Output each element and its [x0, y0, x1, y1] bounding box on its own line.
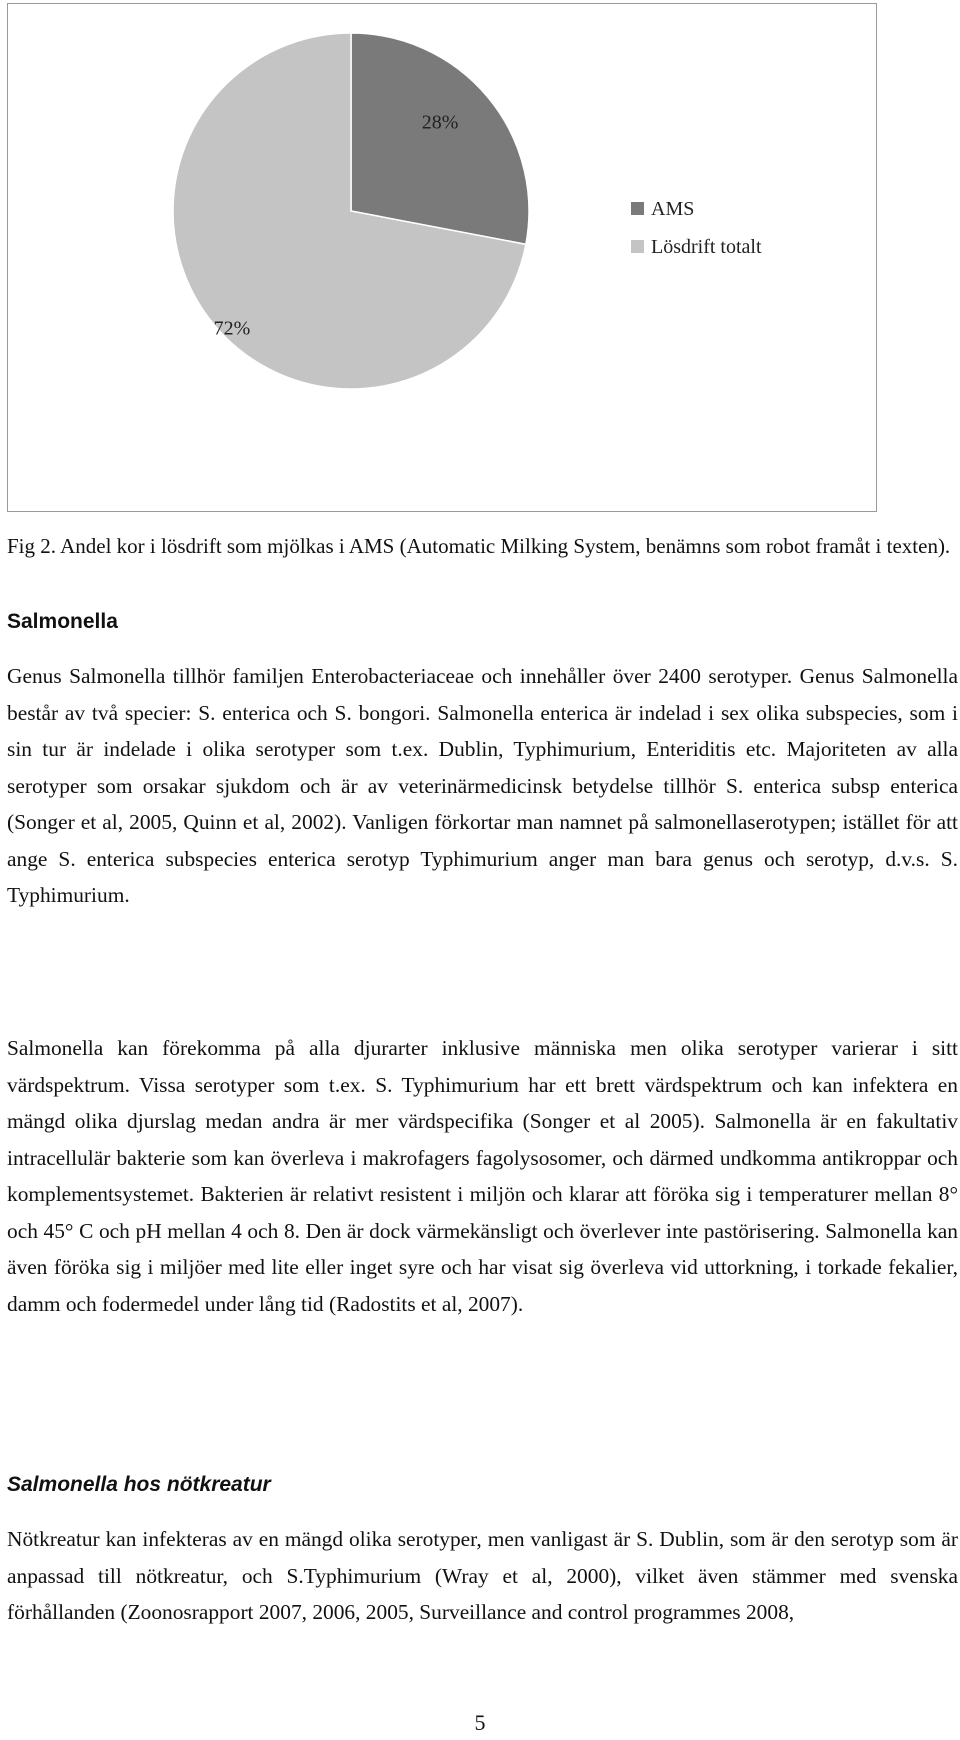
data-label-losdrift-totalt: 72%: [213, 317, 251, 340]
page-number: 5: [474, 1710, 486, 1735]
data-label-ams: 28%: [421, 111, 459, 134]
section-heading-salmonella: Salmonella: [7, 610, 118, 633]
pie-slice-ams: [351, 33, 529, 244]
legend-swatch-losdrift-totalt: [631, 240, 644, 253]
pie-chart: [7, 3, 877, 512]
legend-label-ams: AMS: [651, 198, 695, 220]
paragraph: Salmonella kan förekomma på alla djurarter inklusive människa men olika serotyper varierar i sitt värdspektrum. Vissa serotyper som t.ex. S. Typhimurium har ett brett värdspektrum och kan infektera en mängd olika djurslag medan andra är mer värdspecifika (Songer et al 2005). Salmonella är en fakultativ intracellulär bakterie som kan överleva i makrofagers fagolysosomer, och därmed undkomma antikroppar och komplementsystemet. Bakterien är relativt resistent i miljön och klarar att föröka sig i temperaturer mellan 8° och 45° C och pH mellan 4 och 8. Den är dock värmekänsligt och överlever inte pastörisering. Salmonella kan även föröka sig i miljöer med lite eller inget syre och har visat sig överleva vid uttorkning, i torkade fekalier, damm och fodermedel under lång tid (Radostits et al, 2007).: [7, 1036, 958, 1316]
section-heading-salmonella-hos-notkreatur: Salmonella hos nötkreatur: [7, 1473, 271, 1496]
paragraph: Genus Salmonella tillhör familjen Enterobacteriaceae och innehåller över 2400 serotyper. Genus Salmonella består av två specier: S. enterica och S. bongori. Salmonella enterica är indelad i sex olika subspecies, som i sin tur är indelade i olika serotyper som t.ex. Dublin, Typhimurium, Enteriditis etc. Majoriteten av alla serotyper som orsakar sjukdom och är av veterinärmedicinsk betydelse tillhör S. enterica subsp enterica (Songer et al, 2005, Quinn et al, 2002). Vanligen förkortar man namnet på salmonellaserotypen; istället för att ange S. enterica subspecies enterica serotyp Typhimurium anger man bara genus och serotyp, d.v.s. S. Typhimurium.: [7, 664, 958, 907]
legend-label-losdrift-totalt: Lösdrift totalt: [651, 236, 762, 258]
legend-swatch-ams: [631, 202, 644, 215]
figure-caption: Fig 2. Andel kor i lösdrift som mjölkas i AMS (Automatic Milking System, benämns som robot framåt i texten).: [7, 534, 951, 558]
paragraph: Nötkreatur kan infekteras av en mängd olika serotyper, men vanligast är S. Dublin, som är den serotyp som är anpassad till nötkreatur, och S.Typhimurium (Wray et al, 2000), vilket även stämmer med svenska förhållanden (Zoonosrapport 2007, 2006, 2005, Surveillance and control programmes 2008,: [7, 1527, 958, 1624]
